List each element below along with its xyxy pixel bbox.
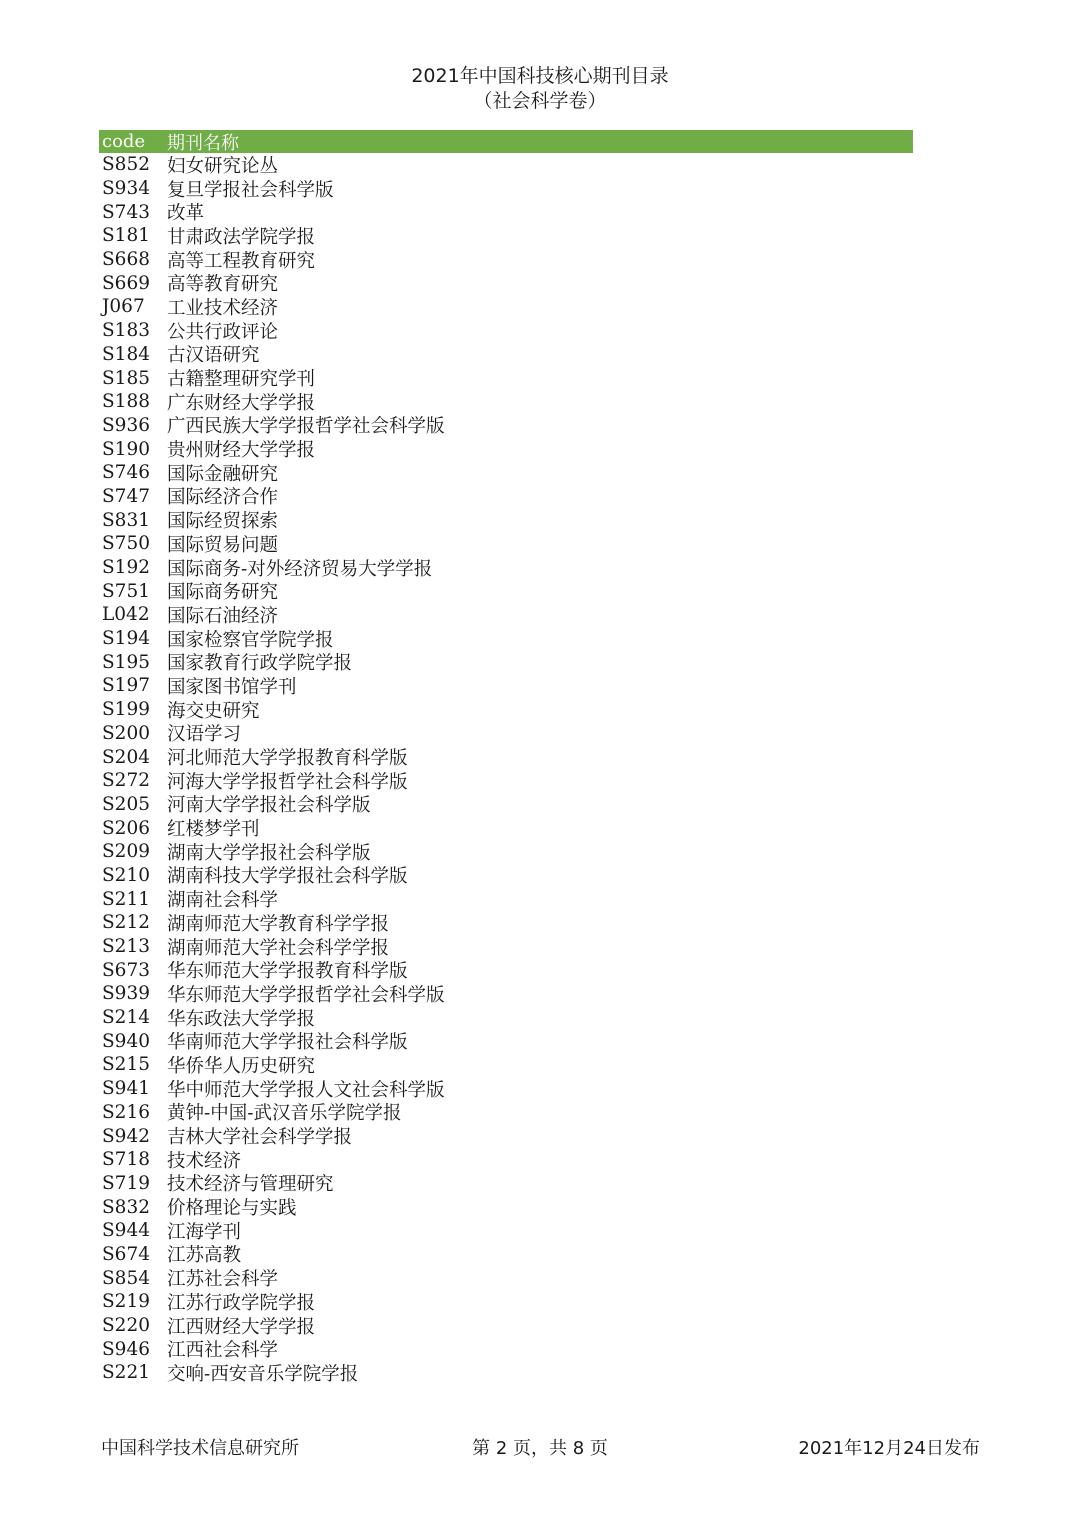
journal-name: 汉语学习 [167,724,242,746]
table-row [99,1243,913,1267]
journal-code: S673 [102,959,150,981]
journal-name: 甘肃政法学院学报 [167,226,316,248]
journal-name: 高等工程教育研究 [167,250,316,272]
journal-name: 国际商务-对外经济贸易大学学报 [167,558,433,580]
journal-code: S674 [102,1243,150,1265]
journal-name: 古汉语研究 [167,345,260,367]
table-row [99,177,913,201]
table-row [99,1219,913,1243]
journal-name: 江西财经大学学报 [167,1316,316,1338]
journal-code: S743 [102,201,150,223]
table-row [99,1361,913,1385]
journal-name: 工业技术经济 [167,297,279,319]
journal-code: S192 [102,557,150,579]
journal-name: 贵州财经大学学报 [167,440,316,462]
table-row [99,153,913,177]
journal-name: 技术经济与管理研究 [167,1174,334,1196]
document-title-block [0,64,1080,114]
table-row [99,485,913,509]
journal-code: S183 [102,320,150,342]
journal-code: S211 [102,888,150,910]
journal-name: 华南师范大学学报社会科学版 [167,1032,408,1054]
table-row [99,982,913,1006]
journal-code: S939 [102,983,150,1005]
table-row [99,1148,913,1172]
table-row [99,816,913,840]
journal-code: S852 [102,154,150,176]
table-row [99,343,913,367]
journal-name: 国际经贸探索 [167,511,279,533]
table-row [99,556,913,580]
journal-code: S204 [102,746,150,768]
journal-code: S190 [102,438,150,460]
journal-name: 江海学刊 [167,1221,242,1243]
document-subtitle: （社会科学卷） [473,90,607,112]
journal-code: S669 [102,272,150,294]
journal-name: 妇女研究论丛 [167,155,279,177]
table-row [99,769,913,793]
journal-name: 湖南大学学报社会科学版 [167,842,371,864]
table-row [99,1314,913,1338]
table-header-row [99,130,913,153]
journal-name: 河南大学学报社会科学版 [167,795,371,817]
journal-name: 国际石油经济 [167,605,279,627]
journal-code: S746 [102,462,150,484]
journal-name: 江苏社会科学 [167,1269,279,1291]
column-header-name: 期刊名称 [167,132,239,154]
table-row [99,200,913,224]
table-row [99,1337,913,1361]
table-row [99,1101,913,1125]
journal-code: S750 [102,533,150,555]
table-row [99,698,913,722]
journal-code: S942 [102,1125,150,1147]
journal-name: 华东师范大学学报哲学社会科学版 [167,984,445,1006]
page-footer [0,1434,1080,1460]
journal-code: L042 [102,604,150,626]
journal-code: S205 [102,793,150,815]
table-row [99,508,913,532]
journal-code: S272 [102,770,150,792]
journal-code: S941 [102,1078,150,1100]
journal-code: S936 [102,414,150,436]
table-row [99,1053,913,1077]
journal-name: 改革 [167,203,205,225]
table-row [99,295,913,319]
journal-code: S946 [102,1338,150,1360]
journal-name: 交响-西安音乐学院学报 [167,1363,359,1385]
table-row [99,1029,913,1053]
table-row [99,1006,913,1030]
journal-code: S944 [102,1220,150,1242]
journal-code: S751 [102,580,150,602]
journal-code: S719 [102,1172,150,1194]
table-row [99,1266,913,1290]
journal-code: S718 [102,1149,150,1171]
table-row [99,437,913,461]
table-row [99,461,913,485]
footer-publish-date: 2021年12月24日发布 [798,1438,980,1459]
journal-code: S668 [102,249,150,271]
table-row [99,864,913,888]
document-title: 2021年中国科技核心期刊目录 [411,65,669,87]
journal-code: S185 [102,367,150,389]
journal-code: S854 [102,1267,150,1289]
journal-code: S181 [102,225,150,247]
table-row [99,1124,913,1148]
journal-name: 国家教育行政学院学报 [167,653,353,675]
journal-code: S220 [102,1315,150,1337]
journal-code: S832 [102,1196,150,1218]
journal-name: 复旦学报社会科学版 [167,179,334,201]
table-row [99,1172,913,1196]
journal-code: S210 [102,864,150,886]
journal-code: S206 [102,817,150,839]
journal-code: S214 [102,1007,150,1029]
journal-name: 广西民族大学学报哲学社会科学版 [167,416,445,438]
table-row [99,674,913,698]
journal-code: S197 [102,675,150,697]
journal-code: S195 [102,651,150,673]
table-body [99,153,913,1385]
table-row [99,224,913,248]
journal-code: S199 [102,699,150,721]
footer-page-info: 第 2 页，共 8 页 [472,1438,608,1459]
journal-name: 古籍整理研究学刊 [167,369,316,391]
table-row [99,390,913,414]
journal-name: 国际经济合作 [167,487,279,509]
table-row [99,627,913,651]
column-header-code: code [102,131,146,152]
journal-name: 价格理论与实践 [167,1198,297,1220]
journal-code: S747 [102,485,150,507]
table-row [99,935,913,959]
journal-name: 公共行政评论 [167,321,279,343]
journal-code: S184 [102,343,150,365]
table-row [99,745,913,769]
table-row [99,603,913,627]
footer-organization: 中国科学技术信息研究所 [101,1438,299,1459]
table-row [99,793,913,817]
journal-name: 江苏高教 [167,1245,242,1267]
journal-code: S219 [102,1291,150,1313]
journal-code: S194 [102,628,150,650]
journal-code: S940 [102,1030,150,1052]
journal-code: S221 [102,1362,150,1384]
table-row [99,650,913,674]
table-row [99,1077,913,1101]
journal-name: 湖南师范大学教育科学学报 [167,913,390,935]
table-row [99,271,913,295]
journal-name: 河北师范大学学报教育科学版 [167,748,408,770]
journal-table [99,130,913,1385]
table-row [99,579,913,603]
journal-code: J067 [102,296,145,318]
journal-code: S934 [102,178,150,200]
journal-code: S188 [102,391,150,413]
journal-name: 黄钟-中国-武汉音乐学院学报 [167,1103,402,1125]
journal-name: 湖南科技大学学报社会科学版 [167,866,408,888]
journal-code: S215 [102,1054,150,1076]
table-row [99,911,913,935]
journal-name: 国际商务研究 [167,582,279,604]
journal-name: 江苏行政学院学报 [167,1292,316,1314]
table-row [99,248,913,272]
journal-name: 华中师范大学学报人文社会科学版 [167,1079,445,1101]
journal-name: 河海大学学报哲学社会科学版 [167,771,408,793]
table-row [99,722,913,746]
table-row [99,532,913,556]
journal-name: 江西社会科学 [167,1340,279,1362]
table-row [99,958,913,982]
journal-name: 海交史研究 [167,700,260,722]
journal-code: S200 [102,722,150,744]
table-row [99,840,913,864]
journal-code: S213 [102,936,150,958]
table-row [99,887,913,911]
table-row [99,1290,913,1314]
table-row [99,366,913,390]
journal-code: S209 [102,841,150,863]
journal-name: 华侨华人历史研究 [167,1055,316,1077]
journal-name: 吉林大学社会科学学报 [167,1127,353,1149]
journal-name: 广东财经大学学报 [167,392,316,414]
journal-name: 湖南社会科学 [167,890,279,912]
journal-name: 华东政法大学学报 [167,1008,316,1030]
journal-name: 国际贸易问题 [167,534,279,556]
journal-name: 国家检察官学院学报 [167,629,334,651]
table-row [99,414,913,438]
journal-name: 湖南师范大学社会科学学报 [167,937,390,959]
journal-code: S831 [102,509,150,531]
journal-name: 高等教育研究 [167,274,279,296]
journal-name: 技术经济 [167,1150,242,1172]
journal-name: 国际金融研究 [167,463,279,485]
journal-code: S216 [102,1101,150,1123]
table-row [99,319,913,343]
journal-name: 国家图书馆学刊 [167,676,297,698]
journal-name: 华东师范大学学报教育科学版 [167,961,408,983]
table-row [99,1195,913,1219]
journal-code: S212 [102,912,150,934]
journal-name: 红楼梦学刊 [167,819,260,841]
